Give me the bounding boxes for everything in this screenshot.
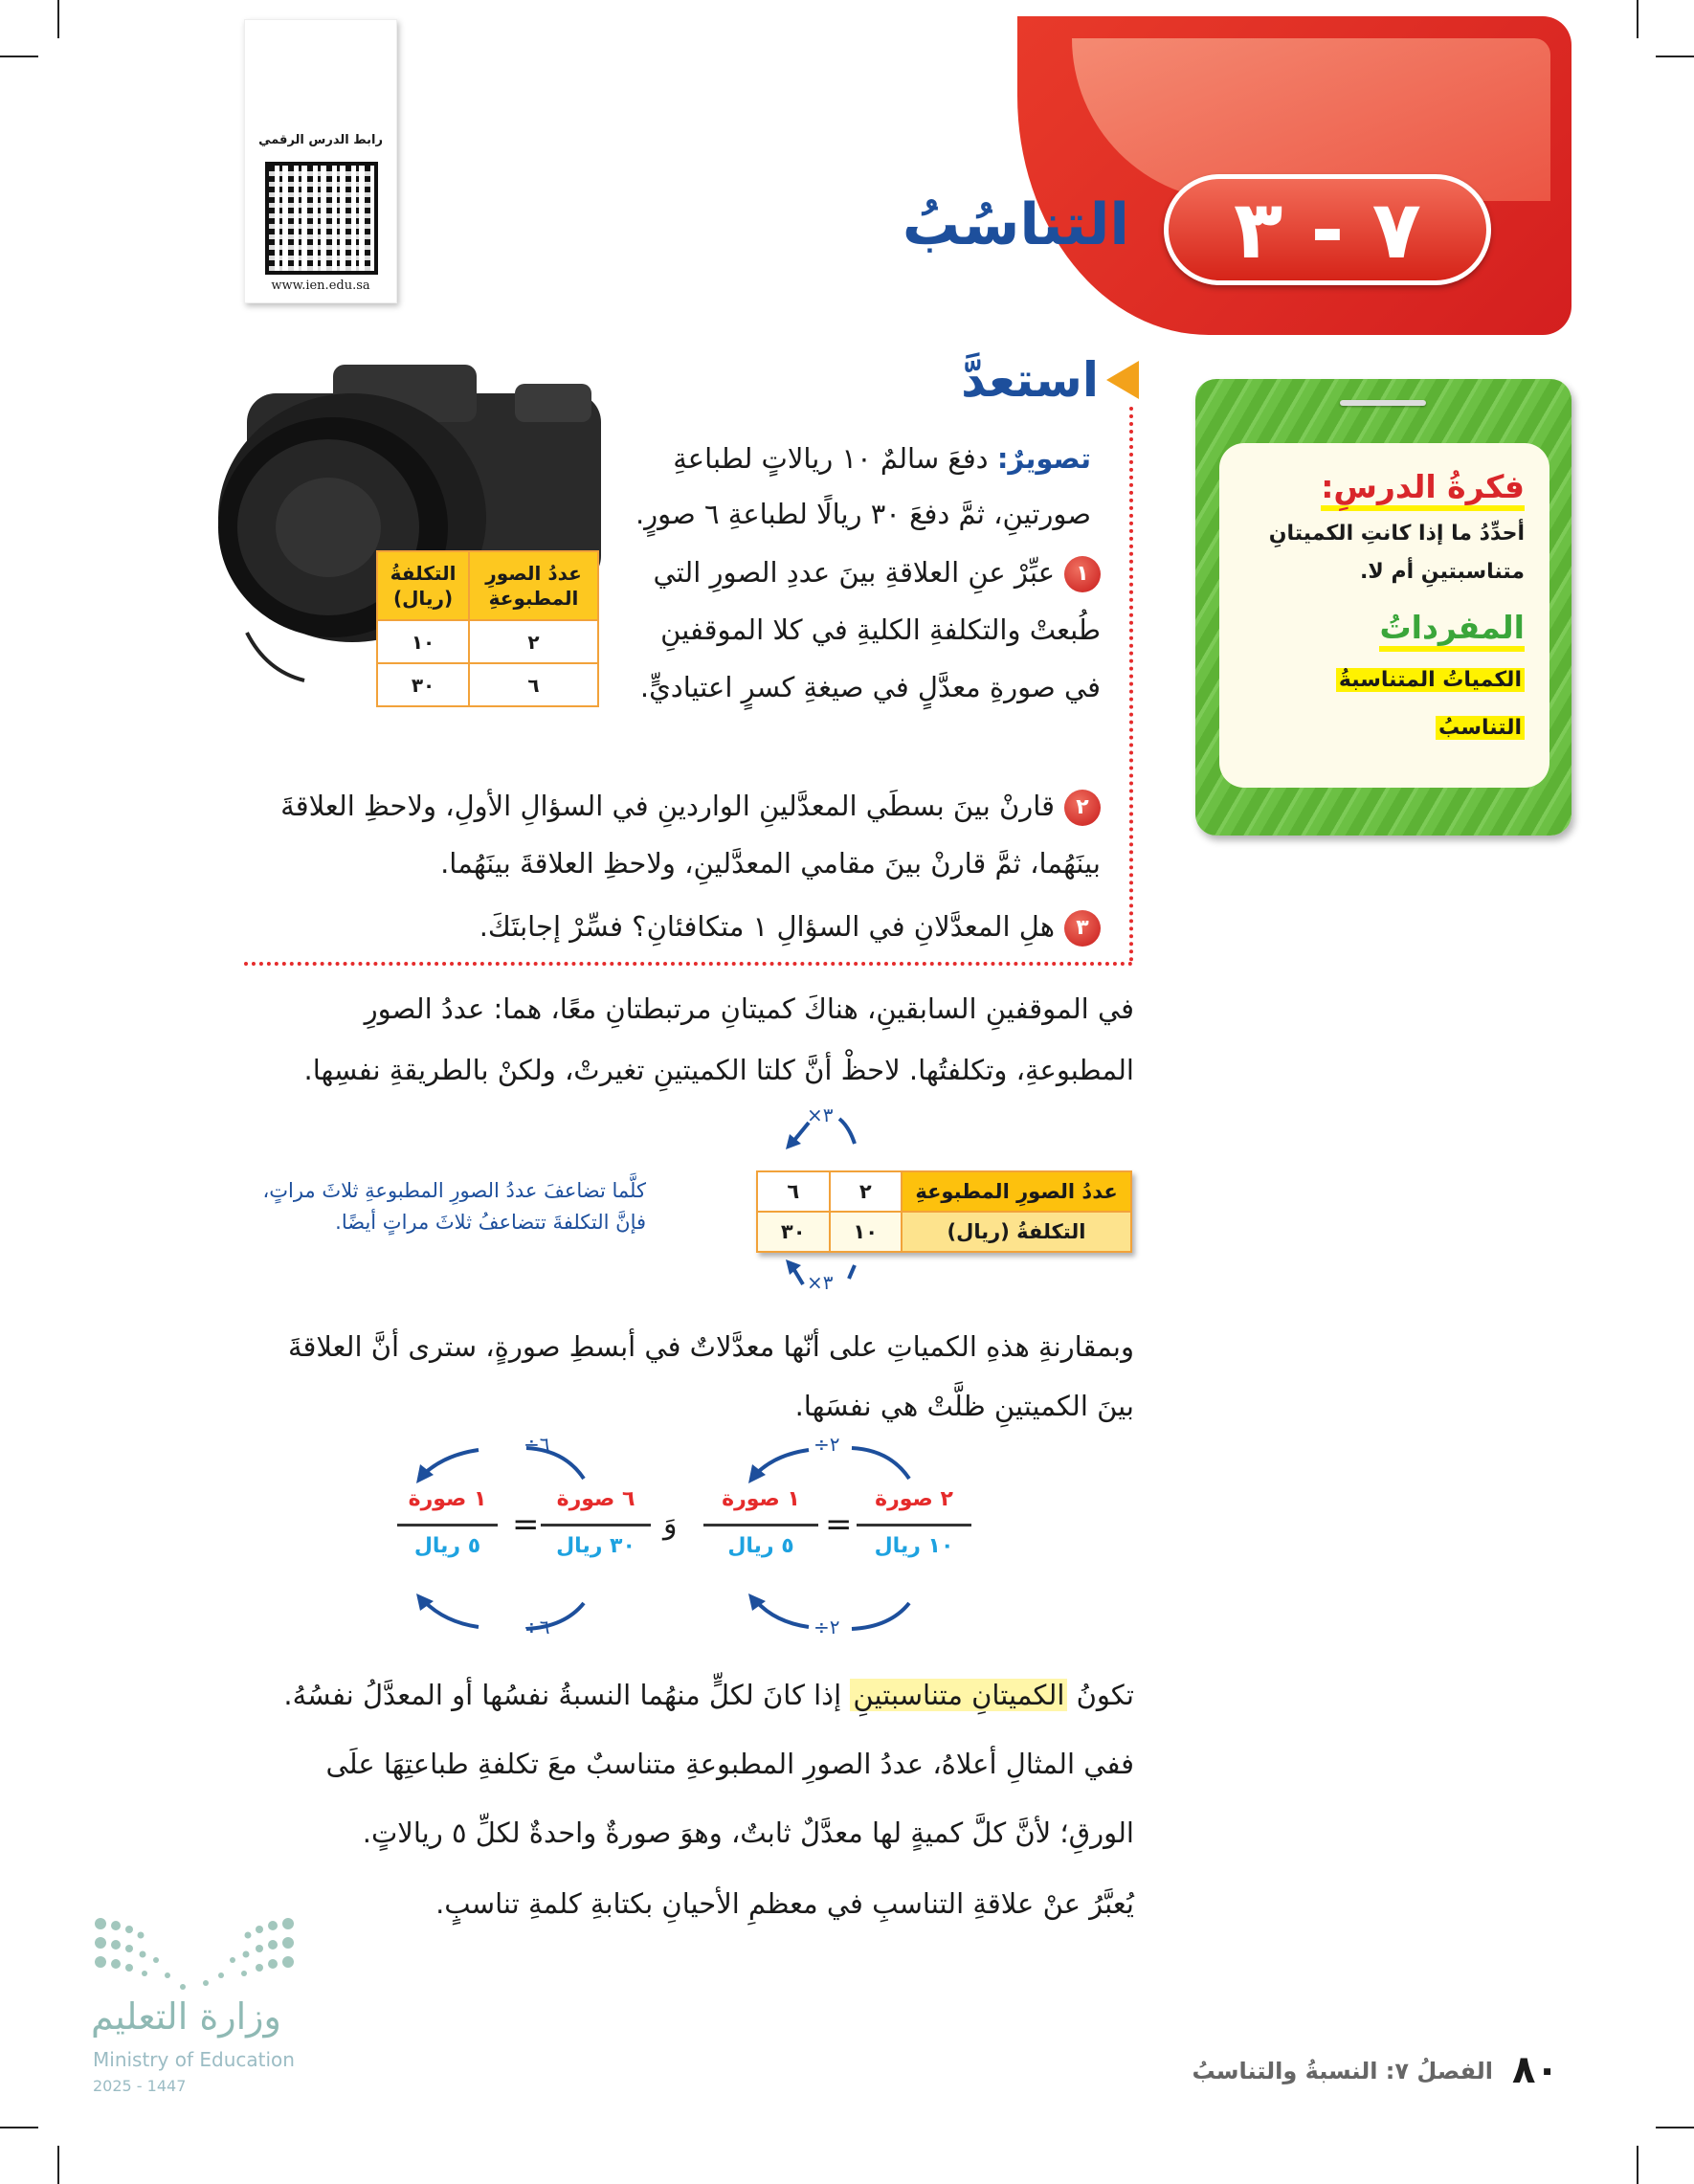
question-number: ٣ — [1064, 910, 1101, 947]
question-text: قارنْ بينَ بسطَي المعدَّلينِ الواردينِ في السؤالِ الأولِ، ولاحظِ العلاقةَ بينَهُما، ثمَّ قارنْ بينَ مقامي المعدَّلينِ، ولاحظِ العلاقةَ بينَهُما. — [280, 790, 1101, 880]
divide-label: ÷٢ — [814, 1433, 840, 1456]
question-3 — [278, 898, 1101, 955]
fraction-numerator: ١ صورة — [408, 1487, 487, 1511]
vocab-item[interactable]: التناسبُ — [1436, 716, 1525, 740]
ministry-name-ar: وزارة التعليم — [91, 1995, 281, 2038]
lesson-title: التناسُبُ — [902, 191, 1129, 258]
fraction — [857, 1487, 971, 1563]
vocab-item[interactable]: الكمياتُ المتناسبةُ — [1336, 668, 1525, 692]
table-header: التكلفةُ (ريال) — [377, 551, 469, 620]
arrow-label: ×٣ — [807, 1103, 834, 1126]
paragraph-4: يُعبَّرُ عنْ علاقةِ التناسبِ في معظمِ الأحيانِ بكتابةِ كلمةِ تناسبٍ. — [435, 1887, 1134, 1920]
paragraph-text: إذا كانَ لكلٍّ منهُما النسبةُ نفسُها أو المعدَّلُ نفسُهُ. ففي المثالِ أعلاهُ، عددُ الصورِ المطبوعةِ متناسبٌ معَ تكلفةِ طباعتِهَا علَى الورقِ؛ لأنَّ كلَّ كميةٍ لها معدَّلٌ ثابتٌ، وهوَ صورةٌ واحدةٌ لكلِّ ٥ ريالاتٍ. — [283, 1679, 1134, 1849]
ratio-table — [756, 1170, 1132, 1253]
clip-icon — [1340, 400, 1426, 406]
table-cell: ٦ — [757, 1171, 830, 1212]
question-number: ٢ — [1064, 790, 1101, 826]
intro-text: دفعَ سالمٌ ١٠ ريالاتٍ لطباعةِ صورتينِ، ثمَّ دفعَ ٣٠ ريالًا لطباعةِ ٦ صورٍ. — [635, 442, 1091, 530]
key-term: الكميتانِ متناسبتينِ — [850, 1679, 1067, 1711]
table-cell: ٢ — [469, 620, 598, 663]
page-number: ٨٠ — [1512, 2048, 1559, 2092]
crop-mark — [1656, 2127, 1694, 2128]
fraction — [541, 1487, 651, 1563]
crop-mark — [1637, 2146, 1638, 2184]
question-text: عبِّرْ عنِ العلاقةِ بينَ عددِ الصورِ التي طُبعتْ والتكلفةِ الكليةِ في كلا الموقفينِ في صورةِ معدَّلٍ في صيغةِ كسرٍ اعتياديٍّ. — [639, 556, 1101, 703]
table-cell: ٦ — [469, 663, 598, 706]
divide-label: ÷٢ — [814, 1616, 840, 1638]
paragraph-3 — [268, 1660, 1134, 1867]
crop-mark — [1656, 56, 1694, 57]
ministry-name-en: Ministry of Education — [93, 2048, 295, 2071]
intro-label: تصويرٌ: — [996, 442, 1091, 475]
fraction-numerator: ٢ صورة — [875, 1487, 953, 1511]
fraction-denominator: ٥ ريال — [413, 1534, 481, 1558]
crop-mark — [0, 2127, 38, 2128]
question-1 — [632, 544, 1101, 716]
paragraph-1: في الموقفينِ السابقينِ، هناكَ كميتانِ مرتبطتانِ معًا، هما: عددُ الصورِ المطبوعةِ، وتكلفتُها. لاحظْ أنَّ كلتا الكميتينِ تغيرتْ، ولكنْ بالطريقةِ نفسِها. — [303, 992, 1134, 1086]
lesson-card-body — [1219, 443, 1549, 788]
table-header: عددُ الصورِ المطبوعةِ — [469, 551, 598, 620]
question-number: ١ — [1064, 556, 1101, 592]
lesson-number: ٧ - ٣ — [1164, 174, 1491, 285]
crop-mark — [1637, 0, 1638, 38]
fraction — [397, 1487, 498, 1563]
question-text: هلِ المعدَّلانِ في السؤالِ ١ متكافئانِ؟ فسِّرْ إجابتَكَ. — [479, 910, 1055, 943]
fraction-denominator: ٣٠ ريال — [556, 1534, 635, 1558]
table-cell: ٢ — [830, 1171, 903, 1212]
divide-label: ÷٦ — [524, 1433, 550, 1456]
table-cell: ١٠ — [377, 620, 469, 663]
qr-code-icon[interactable] — [265, 162, 378, 275]
dotted-divider — [244, 962, 1133, 966]
table-cell: ١٠ — [830, 1212, 903, 1252]
idea-title: فكرةُ الدرسِ: — [1321, 468, 1525, 511]
crop-mark — [57, 2146, 59, 2184]
table-header: عددُ الصورِ المطبوعةِ — [902, 1171, 1131, 1212]
qr-label: رابط الدرس الرقمي — [258, 133, 383, 147]
crop-mark — [57, 0, 59, 38]
triangle-icon — [1106, 361, 1139, 399]
and-word: وَ — [663, 1507, 678, 1541]
paragraph-text: تكونُ — [1067, 1679, 1134, 1711]
dotted-divider — [1129, 407, 1133, 962]
table-header: التكلفةُ (ريال) — [902, 1212, 1131, 1252]
table-note: كلَّما تضاعفَ عددُ الصورِ المطبوعةِ ثلاثَ مراتٍ، فإنَّ التكلفةَ تتضاعفُ ثلاثَ مراتٍ أيضًا. — [262, 1179, 646, 1234]
fraction-numerator: ١ صورة — [722, 1487, 800, 1511]
vocab-title: المفرداتُ — [1379, 609, 1525, 652]
table-cell: ٣٠ — [757, 1212, 830, 1252]
arrow-label: ×٣ — [807, 1271, 834, 1294]
prepare-title: استعدَّ — [961, 352, 1099, 408]
equals-sign: = — [825, 1505, 853, 1544]
idea-text: أحدِّدُ ما إذا كانتِ الكميتانِ متناسبتينِ أم لا. — [1268, 522, 1525, 584]
ministry-year: 2025 - 1447 — [93, 2077, 187, 2095]
divide-label: ÷٦ — [524, 1616, 550, 1638]
paragraph-2: وبمقارنةِ هذهِ الكمياتِ على أنّها معدَّلاتٌ في أبسطِ صورةٍ، سترى أنَّ العلاقةَ بينَ الكميتينِ ظلَّتْ هي نفسَها. — [287, 1330, 1134, 1422]
prepare-table — [376, 550, 599, 707]
chapter-title: الفصلُ ٧: النسبةُ والتناسبُ — [1192, 2058, 1493, 2084]
qr-url[interactable]: www.ien.edu.sa — [271, 279, 370, 293]
qr-card[interactable] — [244, 19, 397, 303]
equals-sign: = — [512, 1505, 540, 1544]
crop-mark — [0, 56, 38, 57]
prepare-intro — [632, 431, 1091, 542]
fraction-denominator: ١٠ ريال — [874, 1534, 954, 1558]
fraction — [703, 1487, 818, 1563]
fraction-denominator: ٥ ريال — [727, 1534, 794, 1558]
fraction-numerator: ٦ صورة — [556, 1487, 635, 1511]
prepare-heading — [938, 352, 1139, 408]
table-cell: ٣٠ — [377, 663, 469, 706]
question-2 — [278, 777, 1101, 892]
ministry-logo-icon — [91, 1916, 301, 1993]
